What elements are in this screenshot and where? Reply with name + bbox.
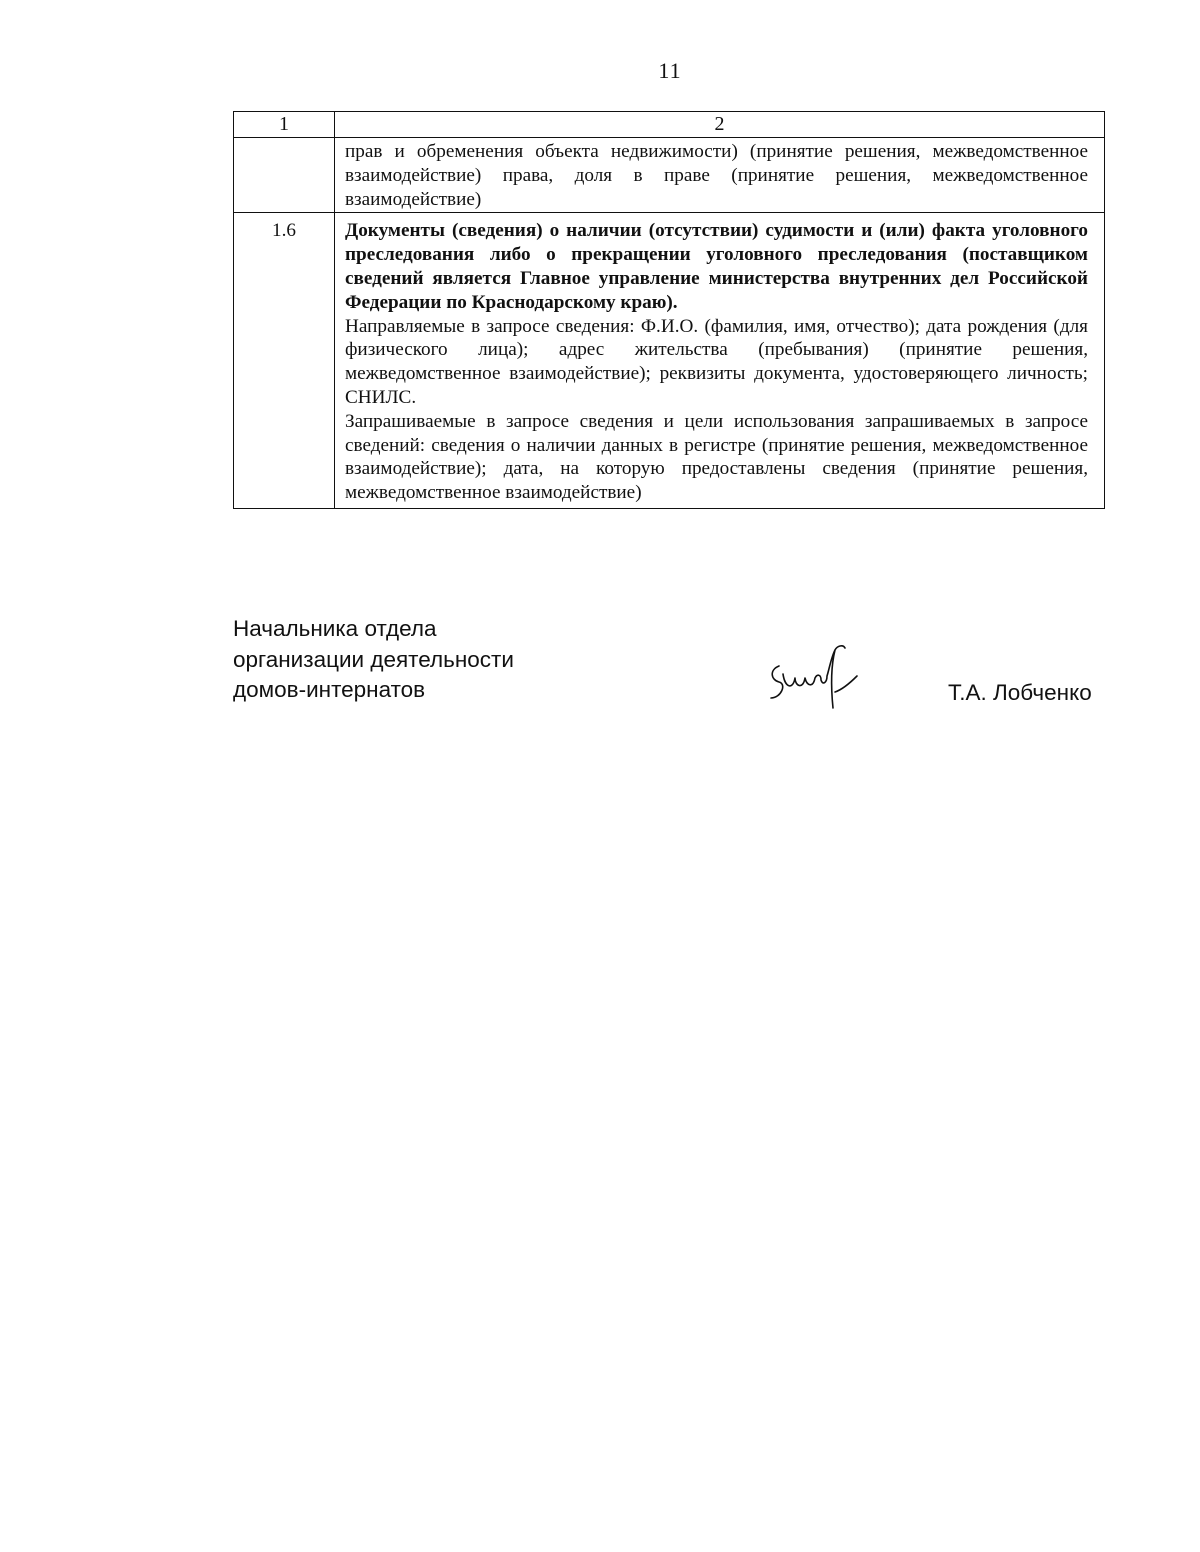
row-number	[234, 138, 335, 213]
table-header-row	[234, 112, 1105, 138]
row-text	[335, 138, 1105, 213]
row-paragraph: прав и обременения объекта недвижимости) (принятие решения, межведомственное взаимодействие) права, доля в праве (принятие решения, межведомственное взаимодействие)	[345, 141, 1088, 210]
handwritten-signature	[765, 636, 865, 716]
position-line: организации деятельности	[233, 646, 514, 672]
row-heading: Документы (сведения) о наличии (отсутствии) судимости и (или) факта уголовного преследования либо о прекращении уголовного преследования (поставщиком сведений является Главное управление министерства внутренних дел Российской Федерации по Краснодарскому краю).	[345, 220, 1088, 313]
table-row	[234, 213, 1105, 509]
row-text	[335, 213, 1105, 509]
row-paragraph: Направляемые в запросе сведения: Ф.И.О. (фамилия, имя, отчество); дата рождения (для физического лица); адрес жительства (пребывания) (принятие решения, межведомственное взаимодействие); реквизиты документа, удостоверяющего личность; СНИЛС.	[345, 315, 1088, 408]
signature-block-position	[233, 614, 514, 706]
signer-name: Т.А. Лобченко	[948, 680, 1092, 705]
header-cell-2: 2	[335, 112, 1105, 138]
position-line: Начальника отдела	[233, 616, 437, 641]
position-line: домов-интернатов	[233, 677, 426, 702]
document-table	[233, 111, 1105, 509]
row-paragraph: Запрашиваемые в запросе сведения и цели использования запрашиваемых в запросе сведений: сведения о наличии данных в регистре (принятие решения, межведомственное взаимодействие); дата, на которую предоставлены сведения (принятие решения, межведомственное взаимодействие)	[345, 410, 1088, 504]
table-row	[234, 138, 1105, 213]
row-number: 1.6	[234, 213, 335, 509]
page-number: 11	[658, 58, 682, 83]
header-cell-1: 1	[234, 112, 335, 138]
